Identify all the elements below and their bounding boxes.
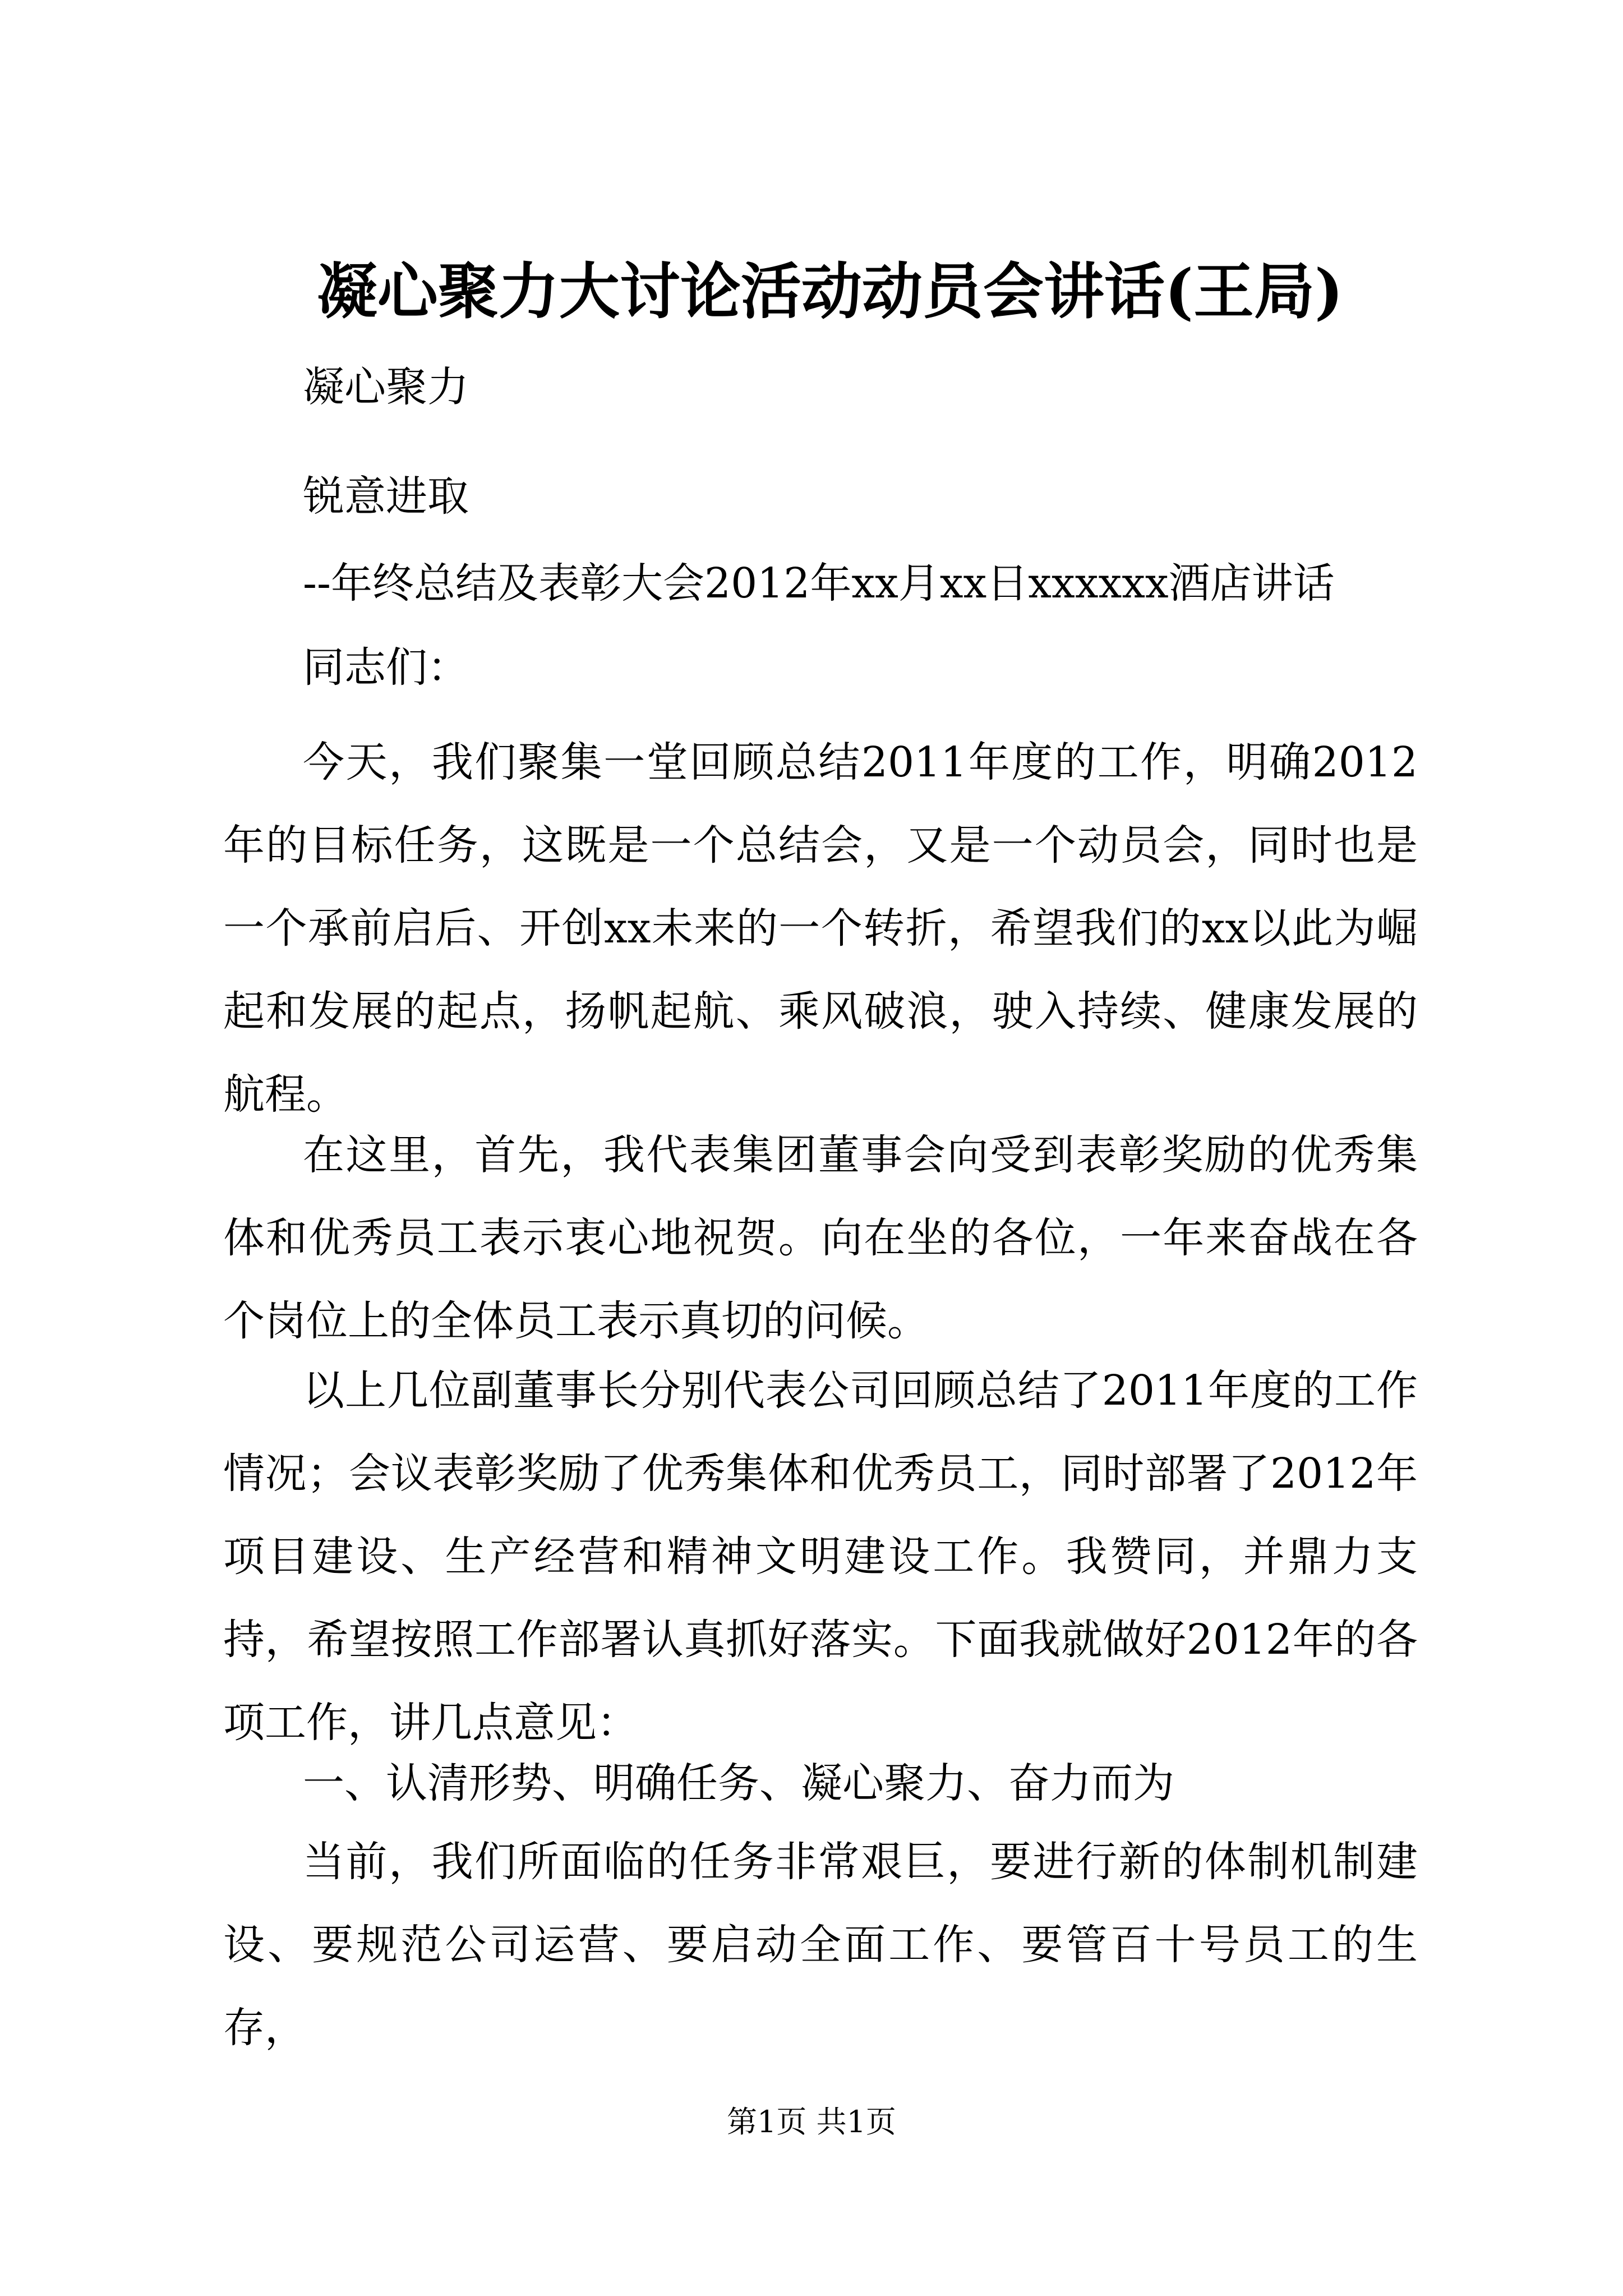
subtitle-line-2: 锐意进取 — [303, 472, 469, 521]
body-paragraph: 当前，我们所面临的任务非常艰巨，要进行新的体制机制建设、要规范公司运营、要启动全面工作、要管百十号员工的生存， — [223, 1838, 1418, 2052]
body-paragraph: 今天，我们聚集一堂回顾总结2011年度的工作，明确2012年的目标任务，这既是一个总结会，又是一个动员会，同时也是一个承前启后、开创xx未来的一个转折，希望我们的xx以此为崛起和发展的起点，扬帆起航、乘风破浪，驶入持续、健康发展的航程。 — [223, 738, 1418, 1119]
body-paragraph: 以上几位副董事长分别代表公司回顾总结了2011年度的工作情况；会议表彰奖励了优秀集体和优秀员工，同时部署了2012年项目建设、生产经营和精神文明建设工作。我赞同，并鼎力支持，希望按照工作部署认真抓好落实。下面我就做好2012年的各项工作，讲几点意见： — [223, 1366, 1418, 1747]
section-heading: 一、认清形势、明确任务、凝心聚力、奋力而为 — [303, 1759, 1174, 1807]
event-line: --年终总结及表彰大会2012年xx月xx日xxxxxx酒店讲话 — [303, 559, 1335, 608]
subtitle-line-1: 凝心聚力 — [303, 363, 469, 411]
page-title: 凝心聚力大讨论活动动员会讲话(王局) — [316, 256, 1344, 327]
body-paragraph: 在这里，首先，我代表集团董事会向受到表彰奖励的优秀集体和优秀员工表示衷心地祝贺。向在坐的各位，一年来奋战在各个岗位上的全体员工表示真切的问候。 — [223, 1131, 1418, 1345]
page-number-footer: 第1页 共1页 — [727, 2104, 896, 2139]
salutation: 同志们： — [303, 643, 469, 692]
